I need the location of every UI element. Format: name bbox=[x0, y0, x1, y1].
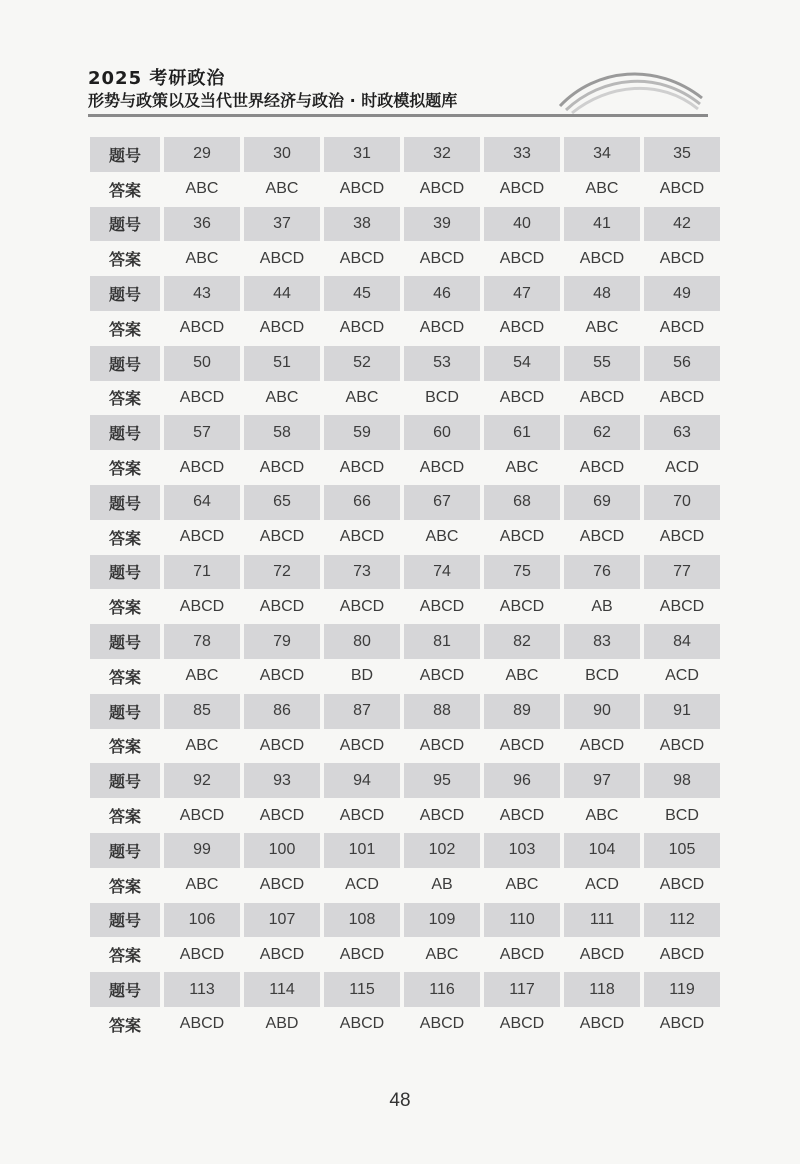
answer-cell: ABCD bbox=[259, 945, 305, 963]
question-number-cell: 38 bbox=[324, 207, 400, 242]
answer-cell: ABCD bbox=[419, 597, 465, 615]
answer-cell: ABCD bbox=[179, 388, 225, 406]
answer-cell: ABCD bbox=[579, 249, 625, 267]
answer-row bbox=[90, 1007, 720, 1042]
answer-label: 答案 bbox=[108, 946, 141, 966]
answer-row bbox=[90, 798, 720, 833]
question-number-cell: 110 bbox=[484, 903, 560, 938]
answer-cell: ABCD bbox=[499, 806, 545, 824]
answer-cell: ABCD bbox=[339, 458, 385, 476]
question-number-label: 题号 bbox=[90, 694, 160, 729]
question-number-cell: 59 bbox=[324, 415, 400, 450]
answer-cell: ABCD bbox=[339, 180, 385, 198]
question-number-cell: 43 bbox=[164, 276, 240, 311]
question-number-cell: 117 bbox=[484, 972, 560, 1007]
answer-cell: ABC bbox=[425, 945, 459, 963]
answer-cell: ABCD bbox=[659, 249, 705, 267]
answer-cell: ABCD bbox=[419, 319, 465, 337]
answer-cell: ABCD bbox=[259, 458, 305, 476]
question-number-cell: 51 bbox=[244, 346, 320, 381]
question-number-cell: 93 bbox=[244, 763, 320, 798]
question-number-cell: 85 bbox=[164, 694, 240, 729]
question-number-cell: 97 bbox=[564, 763, 640, 798]
question-number-cell: 92 bbox=[164, 763, 240, 798]
question-number-cell: 57 bbox=[164, 415, 240, 450]
answer-cell: ABC bbox=[585, 806, 619, 824]
answer-cell: BCD bbox=[665, 806, 699, 824]
question-number-cell: 53 bbox=[404, 346, 480, 381]
answer-cell: ABC bbox=[265, 180, 299, 198]
answer-cell: ACD bbox=[345, 876, 379, 894]
question-number-cell: 37 bbox=[244, 207, 320, 242]
answer-label: 答案 bbox=[108, 876, 141, 896]
answer-cell: ABCD bbox=[179, 1015, 225, 1033]
question-number-cell: 63 bbox=[644, 415, 720, 450]
answer-cell: ABCD bbox=[179, 528, 225, 546]
answer-cell: ABCD bbox=[579, 388, 625, 406]
question-number-cell: 116 bbox=[404, 972, 480, 1007]
question-number-cell: 32 bbox=[404, 137, 480, 172]
answer-cell: ABC bbox=[425, 528, 459, 546]
question-number-cell: 118 bbox=[564, 972, 640, 1007]
answer-cell: ABCD bbox=[659, 1015, 705, 1033]
question-number-cell: 77 bbox=[644, 555, 720, 590]
question-number-label: 题号 bbox=[90, 833, 160, 868]
question-number-cell: 34 bbox=[564, 137, 640, 172]
answer-cell: ABCD bbox=[659, 597, 705, 615]
question-number-cell: 47 bbox=[484, 276, 560, 311]
answer-cell: ABCD bbox=[659, 388, 705, 406]
answer-cell: ABCD bbox=[419, 249, 465, 267]
question-number-cell: 48 bbox=[564, 276, 640, 311]
question-number-label: 题号 bbox=[90, 972, 160, 1007]
answer-row bbox=[90, 311, 720, 346]
question-number-cell: 107 bbox=[244, 903, 320, 938]
question-number-label: 题号 bbox=[90, 903, 160, 938]
question-number-cell: 54 bbox=[484, 346, 560, 381]
answer-cell: ABCD bbox=[499, 319, 545, 337]
answer-cell: ABCD bbox=[179, 319, 225, 337]
question-number-cell: 95 bbox=[404, 763, 480, 798]
question-number-row bbox=[90, 346, 720, 381]
question-number-label: 题号 bbox=[90, 415, 160, 450]
question-number-cell: 112 bbox=[644, 903, 720, 938]
question-number-cell: 84 bbox=[644, 624, 720, 659]
answer-cell: ABCD bbox=[419, 1015, 465, 1033]
answer-cell: ABCD bbox=[259, 249, 305, 267]
question-number-cell: 100 bbox=[244, 833, 320, 868]
answer-cell: ACD bbox=[665, 458, 699, 476]
question-number-cell: 89 bbox=[484, 694, 560, 729]
answer-cell: AB bbox=[431, 876, 453, 894]
header-divider bbox=[88, 114, 708, 117]
question-number-cell: 73 bbox=[324, 555, 400, 590]
answer-cell: ABCD bbox=[339, 528, 385, 546]
answer-cell: BD bbox=[350, 667, 374, 685]
question-number-cell: 45 bbox=[324, 276, 400, 311]
question-number-cell: 114 bbox=[244, 972, 320, 1007]
question-number-cell: 30 bbox=[244, 137, 320, 172]
question-number-cell: 71 bbox=[164, 555, 240, 590]
answer-label: 答案 bbox=[108, 667, 141, 687]
answer-cell: ABCD bbox=[659, 736, 705, 754]
answer-cell: ABCD bbox=[499, 945, 545, 963]
answer-cell: ABCD bbox=[499, 736, 545, 754]
answer-cell: ABCD bbox=[499, 528, 545, 546]
question-number-cell: 70 bbox=[644, 485, 720, 520]
question-number-cell: 72 bbox=[244, 555, 320, 590]
question-number-cell: 109 bbox=[404, 903, 480, 938]
question-number-cell: 61 bbox=[484, 415, 560, 450]
question-number-cell: 74 bbox=[404, 555, 480, 590]
question-number-row bbox=[90, 276, 720, 311]
answer-cell: ABC bbox=[185, 249, 219, 267]
question-number-cell: 106 bbox=[164, 903, 240, 938]
answer-cell: ABCD bbox=[659, 180, 705, 198]
question-number-cell: 58 bbox=[244, 415, 320, 450]
question-number-cell: 80 bbox=[324, 624, 400, 659]
answer-cell: ABCD bbox=[339, 249, 385, 267]
question-number-cell: 81 bbox=[404, 624, 480, 659]
question-number-cell: 42 bbox=[644, 207, 720, 242]
answer-cell: ABCD bbox=[339, 1015, 385, 1033]
answer-cell: ABCD bbox=[499, 388, 545, 406]
question-number-cell: 69 bbox=[564, 485, 640, 520]
answer-cell: BCD bbox=[585, 667, 619, 685]
answer-cell: ABCD bbox=[419, 736, 465, 754]
question-number-label: 题号 bbox=[90, 485, 160, 520]
answer-cell: ABCD bbox=[339, 806, 385, 824]
question-number-cell: 82 bbox=[484, 624, 560, 659]
answer-cell: ABCD bbox=[419, 667, 465, 685]
question-number-cell: 64 bbox=[164, 485, 240, 520]
question-number-cell: 115 bbox=[324, 972, 400, 1007]
question-number-cell: 91 bbox=[644, 694, 720, 729]
answer-cell: BCD bbox=[425, 388, 459, 406]
answer-cell: ABCD bbox=[179, 945, 225, 963]
answer-cell: ABCD bbox=[579, 528, 625, 546]
answer-cell: ABCD bbox=[579, 458, 625, 476]
question-number-cell: 111 bbox=[564, 903, 640, 938]
question-number-label: 题号 bbox=[90, 276, 160, 311]
question-number-row bbox=[90, 415, 720, 450]
question-number-cell: 94 bbox=[324, 763, 400, 798]
question-number-cell: 55 bbox=[564, 346, 640, 381]
question-number-cell: 40 bbox=[484, 207, 560, 242]
question-number-cell: 104 bbox=[564, 833, 640, 868]
answer-label: 答案 bbox=[108, 319, 141, 339]
answer-cell: ACD bbox=[665, 667, 699, 685]
question-number-label: 题号 bbox=[90, 346, 160, 381]
question-number-cell: 101 bbox=[324, 833, 400, 868]
answer-cell: ABCD bbox=[339, 319, 385, 337]
question-number-cell: 39 bbox=[404, 207, 480, 242]
answer-cell: ABCD bbox=[259, 876, 305, 894]
question-number-cell: 119 bbox=[644, 972, 720, 1007]
question-number-cell: 50 bbox=[164, 346, 240, 381]
question-number-cell: 33 bbox=[484, 137, 560, 172]
question-number-label: 题号 bbox=[90, 624, 160, 659]
answer-label: 答案 bbox=[108, 250, 141, 270]
question-number-row bbox=[90, 903, 720, 938]
answer-cell: ABCD bbox=[259, 528, 305, 546]
swoosh-logo-icon bbox=[556, 58, 706, 118]
answer-cell: ABCD bbox=[339, 597, 385, 615]
question-number-cell: 86 bbox=[244, 694, 320, 729]
question-number-cell: 98 bbox=[644, 763, 720, 798]
answer-cell: ABCD bbox=[579, 1015, 625, 1033]
answer-cell: ABCD bbox=[499, 249, 545, 267]
answer-cell: ABC bbox=[185, 736, 219, 754]
question-number-cell: 108 bbox=[324, 903, 400, 938]
answer-row bbox=[90, 868, 720, 903]
answer-row bbox=[90, 520, 720, 555]
question-number-cell: 90 bbox=[564, 694, 640, 729]
answer-label: 答案 bbox=[108, 389, 141, 409]
answer-cell: ABCD bbox=[179, 806, 225, 824]
answer-row bbox=[90, 589, 720, 624]
answer-cell: ABCD bbox=[259, 736, 305, 754]
page-number: 48 bbox=[389, 1090, 411, 1111]
question-number-cell: 102 bbox=[404, 833, 480, 868]
answer-cell: ABCD bbox=[339, 945, 385, 963]
answer-table-body bbox=[90, 137, 720, 1042]
answer-row bbox=[90, 659, 720, 694]
answer-cell: ABCD bbox=[499, 597, 545, 615]
answer-cell: ABC bbox=[185, 876, 219, 894]
answer-cell: ABC bbox=[185, 667, 219, 685]
question-number-cell: 87 bbox=[324, 694, 400, 729]
answer-cell: ABC bbox=[185, 180, 219, 198]
answer-cell: ABD bbox=[265, 1015, 299, 1033]
question-number-cell: 67 bbox=[404, 485, 480, 520]
question-number-cell: 75 bbox=[484, 555, 560, 590]
answer-label: 答案 bbox=[108, 1015, 141, 1035]
question-number-cell: 66 bbox=[324, 485, 400, 520]
question-number-cell: 52 bbox=[324, 346, 400, 381]
answer-cell: ABC bbox=[345, 388, 379, 406]
answer-label: 答案 bbox=[108, 737, 141, 757]
answer-cell: ABCD bbox=[259, 667, 305, 685]
answer-cell: ABC bbox=[585, 319, 619, 337]
answer-cell: ABCD bbox=[419, 180, 465, 198]
question-number-cell: 29 bbox=[164, 137, 240, 172]
question-number-row bbox=[90, 624, 720, 659]
answer-cell: ABCD bbox=[179, 458, 225, 476]
question-number-row bbox=[90, 555, 720, 590]
answer-cell: ABCD bbox=[659, 945, 705, 963]
answer-cell: ABC bbox=[265, 388, 299, 406]
question-number-cell: 46 bbox=[404, 276, 480, 311]
question-number-row bbox=[90, 972, 720, 1007]
answer-label: 答案 bbox=[108, 459, 141, 479]
answer-cell: ABCD bbox=[579, 945, 625, 963]
answer-cell: AB bbox=[591, 597, 613, 615]
question-number-cell: 31 bbox=[324, 137, 400, 172]
answer-cell: ABCD bbox=[499, 1015, 545, 1033]
question-number-cell: 35 bbox=[644, 137, 720, 172]
question-number-label: 题号 bbox=[90, 207, 160, 242]
answer-cell: ABCD bbox=[579, 736, 625, 754]
question-number-cell: 62 bbox=[564, 415, 640, 450]
answer-row bbox=[90, 172, 720, 207]
question-number-row bbox=[90, 694, 720, 729]
question-number-row bbox=[90, 833, 720, 868]
question-number-row bbox=[90, 485, 720, 520]
answer-row bbox=[90, 729, 720, 764]
answer-cell: ABC bbox=[505, 458, 539, 476]
answer-cell: ABCD bbox=[499, 180, 545, 198]
answer-cell: ABCD bbox=[179, 597, 225, 615]
answer-label: 答案 bbox=[108, 598, 141, 618]
answer-row bbox=[90, 450, 720, 485]
question-number-row bbox=[90, 137, 720, 172]
book-title: 2025 考研政治 bbox=[88, 68, 226, 89]
answer-row bbox=[90, 381, 720, 416]
question-number-row bbox=[90, 763, 720, 798]
question-number-cell: 65 bbox=[244, 485, 320, 520]
answer-cell: ABCD bbox=[339, 736, 385, 754]
answer-cell: ABCD bbox=[659, 528, 705, 546]
answer-cell: ABC bbox=[585, 180, 619, 198]
answer-cell: ABC bbox=[505, 667, 539, 685]
answer-label: 答案 bbox=[108, 528, 141, 548]
question-number-cell: 78 bbox=[164, 624, 240, 659]
answer-row bbox=[90, 937, 720, 972]
question-number-cell: 49 bbox=[644, 276, 720, 311]
book-subtitle: 形势与政策以及当代世界经济与政治 · 时政模拟题库 bbox=[88, 91, 458, 110]
question-number-cell: 56 bbox=[644, 346, 720, 381]
question-number-cell: 113 bbox=[164, 972, 240, 1007]
question-number-label: 题号 bbox=[90, 555, 160, 590]
question-number-cell: 103 bbox=[484, 833, 560, 868]
answer-cell: ABC bbox=[505, 876, 539, 894]
answer-cell: ABCD bbox=[419, 806, 465, 824]
question-number-cell: 83 bbox=[564, 624, 640, 659]
question-number-cell: 76 bbox=[564, 555, 640, 590]
answer-cell: ABCD bbox=[259, 319, 305, 337]
question-number-cell: 60 bbox=[404, 415, 480, 450]
answer-label: 答案 bbox=[108, 807, 141, 827]
question-number-cell: 41 bbox=[564, 207, 640, 242]
answer-cell: ACD bbox=[585, 876, 619, 894]
answer-cell: ABCD bbox=[659, 319, 705, 337]
question-number-cell: 68 bbox=[484, 485, 560, 520]
answer-label: 答案 bbox=[108, 180, 141, 200]
page-header bbox=[88, 58, 708, 138]
answer-cell: ABCD bbox=[259, 597, 305, 615]
answer-table bbox=[86, 137, 724, 1042]
question-number-cell: 99 bbox=[164, 833, 240, 868]
question-number-row bbox=[90, 207, 720, 242]
answer-cell: ABCD bbox=[659, 876, 705, 894]
question-number-cell: 105 bbox=[644, 833, 720, 868]
question-number-label: 题号 bbox=[90, 137, 160, 172]
answer-cell: ABCD bbox=[259, 806, 305, 824]
question-number-cell: 88 bbox=[404, 694, 480, 729]
question-number-cell: 36 bbox=[164, 207, 240, 242]
question-number-cell: 96 bbox=[484, 763, 560, 798]
answer-cell: ABCD bbox=[419, 458, 465, 476]
question-number-cell: 79 bbox=[244, 624, 320, 659]
question-number-label: 题号 bbox=[90, 763, 160, 798]
question-number-cell: 44 bbox=[244, 276, 320, 311]
answer-row bbox=[90, 241, 720, 276]
